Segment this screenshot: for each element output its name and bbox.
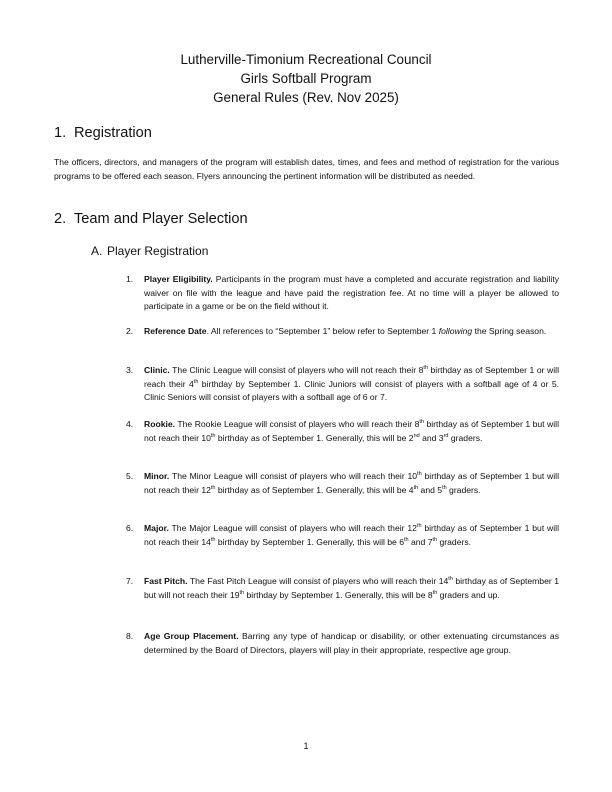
item-text: birthday as of September 1. Generally, this will be 4 xyxy=(215,484,414,495)
item-number: 5. xyxy=(126,471,134,481)
org-name: Lutherville-Timonium Recreational Council xyxy=(180,52,432,67)
document-title: General Rules (Rev. Nov 2025) xyxy=(213,90,399,105)
item-number: 2. xyxy=(126,326,134,336)
item-text: birthday as of September 1 or will reach their 4 xyxy=(144,365,559,389)
registration-paragraph: The officers, directors, and managers of the program will establish dates, times, and fees and method of registration for the various programs to be offered each season. Flyers announcing the pertinent information will be distributed as needed. xyxy=(54,157,559,181)
item-text: and 5 xyxy=(418,484,443,495)
item-text: and 7 xyxy=(408,536,433,547)
section-number: 2. xyxy=(54,211,67,227)
subsection-title: Player Registration xyxy=(107,244,209,258)
item-text: . All references to “September 1” below refer to September 1 xyxy=(206,326,439,336)
item-number: 6. xyxy=(126,523,134,533)
item-text: birthday by September 1. Clinic Juniors will consist of players with a softball age of 4 or 5. Clinic Seniors will consist of players with a softball age of 6 or 7. xyxy=(144,378,559,403)
ordinal-suffix: th xyxy=(448,576,453,583)
ordinal-suffix: th xyxy=(419,419,424,426)
ordinal-suffix: th xyxy=(210,432,216,439)
item-text: birthday as of September 1. Generally, this will be 2 xyxy=(215,432,414,443)
item-number: 7. xyxy=(126,576,134,586)
ordinal-suffix: th xyxy=(210,536,216,543)
ordinal-suffix: th xyxy=(416,523,422,530)
item-label: Age Group Placement. xyxy=(144,631,239,641)
item-text: The Rookie League will consist of players who will reach their 8 xyxy=(175,419,420,429)
section-heading-team-selection xyxy=(54,211,248,227)
ordinal-suffix: th xyxy=(413,484,419,491)
item-text: birthday by September 1. Generally, this will be 8 xyxy=(244,589,433,600)
item-label: Player Eligibility. xyxy=(144,274,213,284)
ordinal-suffix: th xyxy=(193,378,199,385)
item-text: birthday as of September 1 but will not reach their 19 xyxy=(144,576,559,600)
program-name: Girls Softball Program xyxy=(240,71,372,86)
ordinal-suffix: th xyxy=(417,471,422,478)
subsection-heading-player-registration xyxy=(91,244,208,258)
rule-item-major xyxy=(126,522,559,549)
item-label: Rookie. xyxy=(144,419,176,429)
section-number: 1. xyxy=(54,125,67,141)
item-text: The Fast Pitch League will consist of players who will reach their 14 xyxy=(187,576,449,586)
item-label: Fast Pitch. xyxy=(144,576,188,586)
item-text: The Minor League will consist of players who will reach their 10 xyxy=(169,471,418,481)
ordinal-suffix: th xyxy=(432,589,438,596)
ordinal-suffix: nd xyxy=(413,432,420,439)
item-label: Major. xyxy=(144,523,169,533)
item-number: 8. xyxy=(126,631,134,641)
item-text: graders. xyxy=(437,536,472,547)
item-label: Minor. xyxy=(144,471,170,481)
rule-item-clinic xyxy=(126,364,559,405)
section-title: Team and Player Selection xyxy=(74,211,248,227)
item-text: graders and up. xyxy=(437,589,500,600)
item-number: 3. xyxy=(126,365,134,375)
ordinal-suffix: th xyxy=(210,484,216,491)
item-text: graders. xyxy=(448,432,483,443)
subsection-letter: A. xyxy=(91,244,103,258)
item-text: birthday as of September 1 but will not reach their 12 xyxy=(144,471,559,495)
item-text: birthday as of September 1 but will not reach their 10 xyxy=(144,419,559,443)
rule-item-reference-date xyxy=(126,325,559,339)
ordinal-suffix: rd xyxy=(443,432,449,439)
item-text: The Clinic League will consist of players who will not reach their 8 xyxy=(169,365,424,375)
item-text: Barring any type of handicap or disability, or other extenuating circumstances as determined by the Board of Directors, players will play in their appropriate, respective age group. xyxy=(144,631,559,655)
item-text: graders. xyxy=(446,484,481,495)
item-emphasis: following xyxy=(438,326,473,336)
item-label: Clinic. xyxy=(144,365,170,375)
rule-item-rookie xyxy=(126,418,559,445)
ordinal-suffix: th xyxy=(239,589,245,596)
document-title-block xyxy=(0,50,612,107)
item-text: birthday as of September 1 but will not reach their 14 xyxy=(144,523,559,547)
item-label: Reference Date xyxy=(144,326,207,336)
section-title: Registration xyxy=(74,125,152,141)
item-number: 4. xyxy=(126,419,134,429)
item-text: Participants in the program must have a completed and accurate registration and liability waiver on file with the league and have paid the registration fee. At no time will a player be allowed to participate in a game or be on the field without it. xyxy=(144,274,560,312)
ordinal-suffix: th xyxy=(423,365,428,372)
item-text: birthday by September 1. Generally, this will be 6 xyxy=(215,536,405,547)
section-heading-registration xyxy=(54,125,152,141)
page-number: 1 xyxy=(303,741,309,751)
ordinal-suffix: th xyxy=(404,536,409,543)
ordinal-suffix: th xyxy=(442,484,447,491)
rule-item-player-eligibility xyxy=(126,273,559,314)
rule-item-fast-pitch xyxy=(126,575,559,602)
rule-item-minor xyxy=(126,470,559,497)
ordinal-suffix: th xyxy=(432,536,438,543)
item-text: The Major League will consist of players who will reach their 12 xyxy=(168,523,417,533)
item-number: 1. xyxy=(126,274,134,284)
item-text: and 3 xyxy=(419,432,444,443)
rule-item-age-group-placement xyxy=(126,630,559,657)
item-text: the Spring season. xyxy=(472,326,547,336)
